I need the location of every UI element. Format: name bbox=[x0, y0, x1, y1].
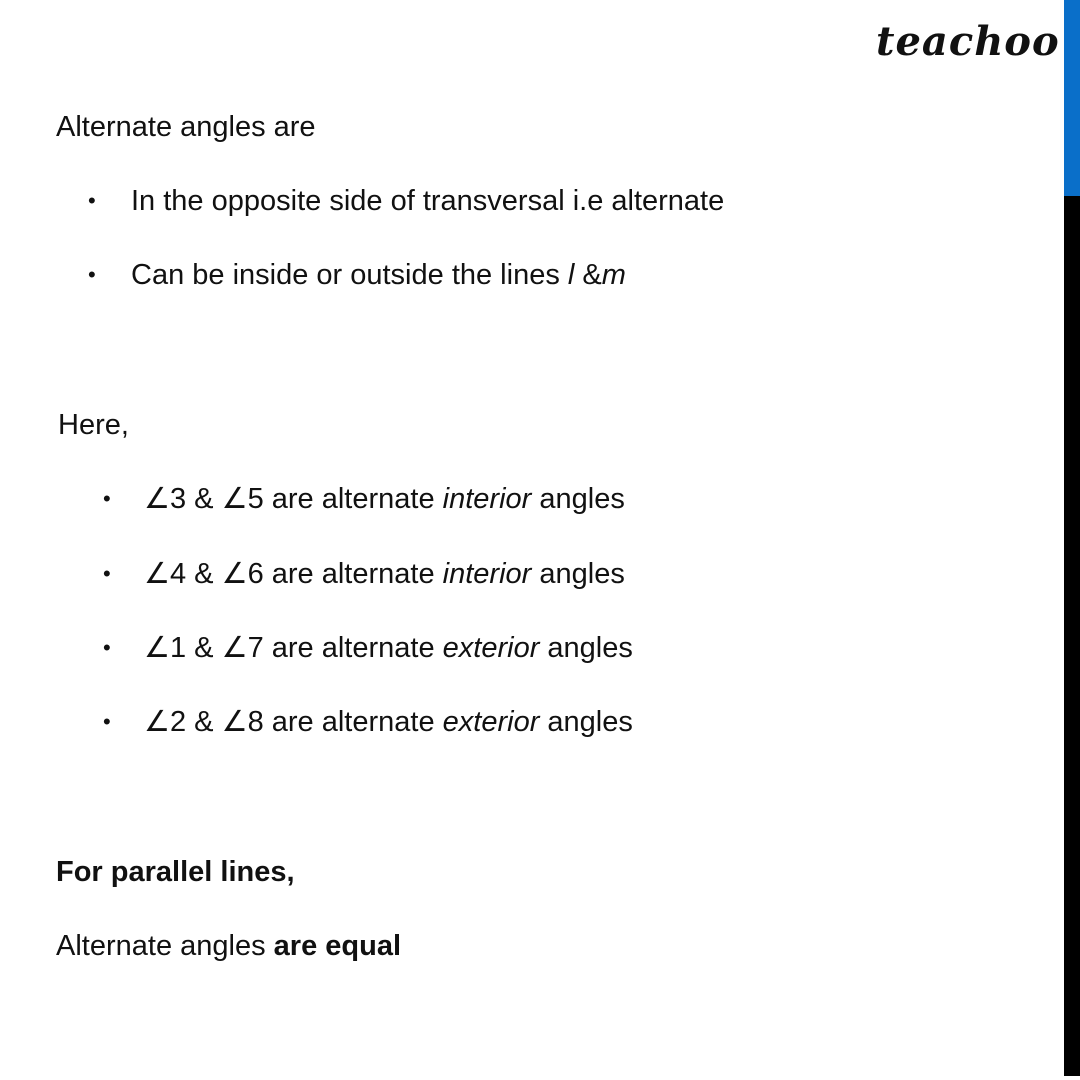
line-l: l bbox=[567, 259, 575, 291]
angle-pair-4 bbox=[144, 704, 633, 740]
conclusion-heading: For parallel lines, bbox=[56, 856, 295, 888]
property-1: In the opposite side of transversal i.e alternate bbox=[131, 185, 725, 217]
bullet: • bbox=[103, 486, 111, 511]
pair-kind: interior bbox=[442, 558, 532, 590]
pair-tail: angles bbox=[531, 558, 625, 590]
side-bar-dark bbox=[1064, 196, 1080, 1076]
conclusion-emphasis: are equal bbox=[273, 930, 401, 962]
bullet: • bbox=[103, 561, 111, 586]
pair-kind: interior bbox=[442, 483, 532, 515]
property-2 bbox=[131, 257, 626, 293]
pair-tail: angles bbox=[539, 632, 633, 664]
side-bar-accent bbox=[1064, 0, 1080, 196]
pair-text: ∠4 & ∠6 are alternate bbox=[144, 558, 443, 590]
pair-tail: angles bbox=[539, 706, 633, 738]
angle-pair-1 bbox=[144, 481, 625, 517]
property-text: Can be inside or outside the lines bbox=[131, 259, 568, 291]
intro-text: Alternate angles are bbox=[56, 111, 316, 143]
pair-tail: angles bbox=[531, 483, 625, 515]
bullet: • bbox=[103, 635, 111, 660]
ampersand: & bbox=[574, 259, 602, 291]
pair-text: ∠3 & ∠5 are alternate bbox=[144, 483, 443, 515]
here-label: Here, bbox=[58, 409, 129, 441]
angle-pair-2 bbox=[144, 556, 625, 592]
pair-text: ∠1 & ∠7 are alternate bbox=[144, 632, 443, 664]
conclusion-text: Alternate angles bbox=[56, 930, 274, 962]
pair-kind: exterior bbox=[442, 706, 540, 738]
conclusion bbox=[56, 928, 401, 964]
pair-text: ∠2 & ∠8 are alternate bbox=[144, 706, 443, 738]
line-m: m bbox=[601, 259, 626, 291]
bullet: • bbox=[88, 262, 96, 287]
pair-kind: exterior bbox=[442, 632, 540, 664]
bullet: • bbox=[103, 709, 111, 734]
teachoo-logo: teachoo bbox=[876, 18, 1060, 65]
bullet: • bbox=[88, 188, 96, 213]
angle-pair-3 bbox=[144, 630, 633, 666]
